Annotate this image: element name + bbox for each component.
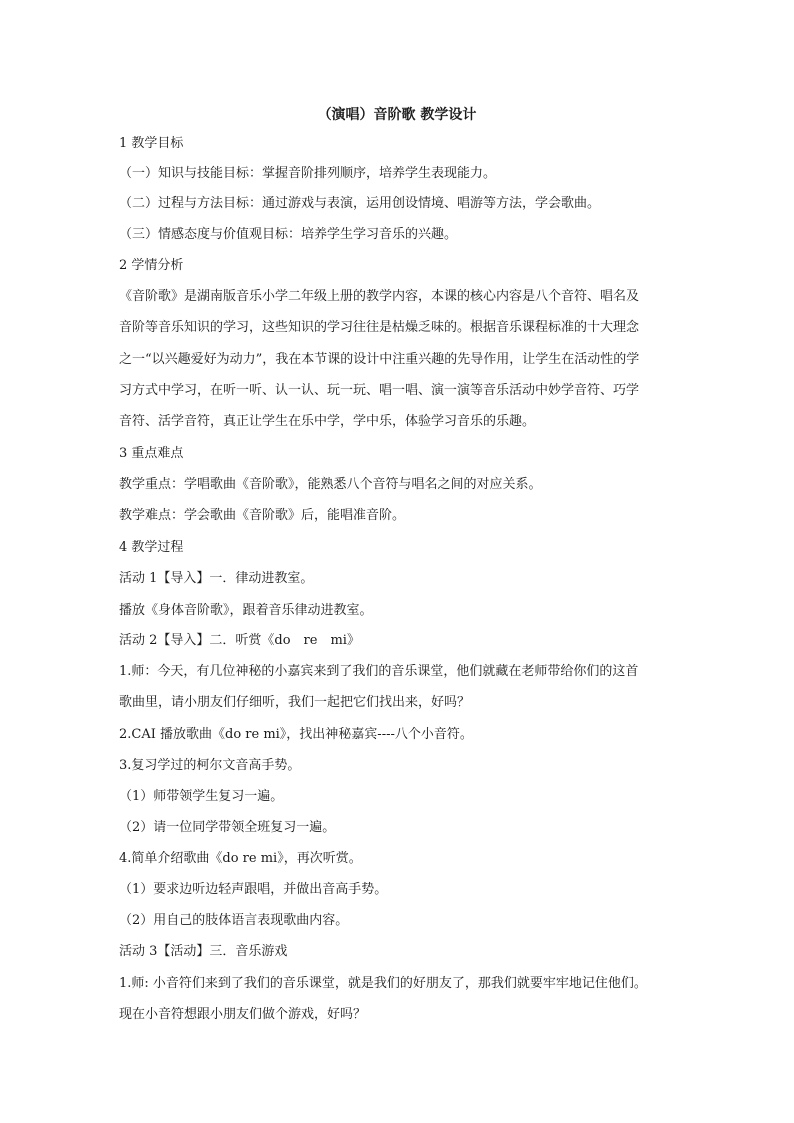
- body-line: 之一“以兴趣爱好为动力”，我在本节课的设计中注重兴趣的先导作用，让学生在活动性的学: [119, 352, 640, 367]
- document-title: （演唱）音阶歌 教学设计: [317, 107, 477, 123]
- body-line: （三）情感态度与价值观目标：培养学生学习音乐的兴趣。: [119, 227, 458, 242]
- body-line: 1.师：今天，有几位神秘的小嘉宾来到了我们的音乐课堂，他们就藏在老师带给你们的这首: [119, 664, 639, 679]
- body-line: （1）要求边听边轻声跟唱，并做出音高手势。: [119, 882, 388, 897]
- body-line: （2）用自己的肢体语言表现歌曲内容。: [119, 913, 349, 928]
- body-line: （二）过程与方法目标：通过游戏与表演，运用创设情境、唱游等方法，学会歌曲。: [119, 196, 601, 211]
- body-line: 音阶等音乐知识的学习，这些知识的学习往往是枯燥乏味的。根据音乐课程标准的十大理念: [119, 320, 640, 335]
- body-line: 教学重点：学唱歌曲《音阶歌》，能熟悉八个音符与唱名之间的对应关系。: [119, 477, 542, 492]
- body-line: 教学难点：学会歌曲《音阶歌》后，能唱准音阶。: [119, 508, 406, 523]
- body-line: 现在小音符想跟小朋友们做个游戏，好吗？: [119, 1007, 367, 1022]
- body-line: （1）师带领学生复习一遍。: [119, 789, 284, 804]
- body-line: 1 教学目标: [119, 136, 184, 151]
- body-line: 1.师: 小音符们来到了我们的音乐课堂，就是我们的好朋友了，那我们就要牢牢地记住他们。: [119, 976, 647, 991]
- body-line: 习方式中学习，在听一听、认一认、玩一玩、唱一唱、演一演等音乐活动中妙学音符、巧学: [119, 383, 640, 398]
- body-line: 2 学情分析: [119, 258, 184, 273]
- body-line: （2）请一位同学带领全班复习一遍。: [119, 820, 336, 835]
- body-line: 3 重点难点: [119, 446, 184, 461]
- body-line: （一）知识与技能目标：掌握音阶排列顺序，培养学生表现能力。: [119, 166, 497, 181]
- body-line: 活动 1【导入】一．律动进教室。: [119, 571, 314, 586]
- body-line: 音符、活学音符，真正让学生在乐中学，学中乐，体验学习音乐的乐趣。: [119, 414, 536, 429]
- body-line: 《音阶歌》是湖南版音乐小学二年级上册的教学内容，本课的核心内容是八个音符、唱名及: [119, 289, 640, 304]
- body-line: 活动 2【导入】二．听赏《do re mi》: [119, 633, 360, 648]
- body-line: 歌曲里，请小朋友们仔细听，我们一起把它们找出来，好吗？: [119, 695, 471, 710]
- body-line: 4 教学过程: [119, 540, 184, 555]
- body-line: 播放《身体音阶歌》，跟着音乐律动进教室。: [119, 603, 373, 618]
- body-line: 活动 3【活动】三．音乐游戏: [119, 944, 288, 959]
- body-line: 3.复习学过的柯尔文音高手势。: [119, 758, 301, 773]
- body-line: 4.简单介绍歌曲《do re mi》，再次听赏。: [119, 851, 362, 866]
- body-line: 2.CAI 播放歌曲《do re mi》，找出神秘嘉宾----八个小音符。: [119, 727, 473, 742]
